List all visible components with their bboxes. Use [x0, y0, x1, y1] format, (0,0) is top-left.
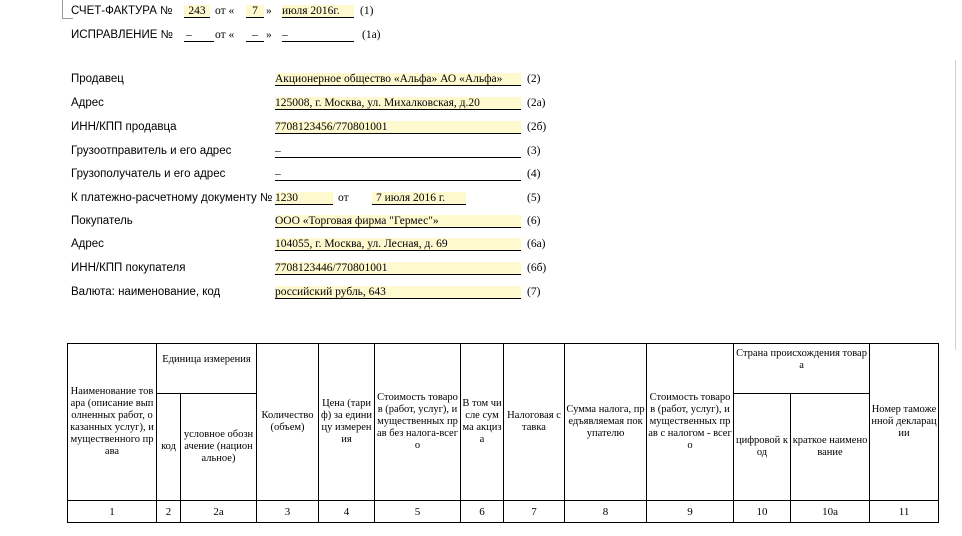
seller-address-value[interactable]: 125008, г. Москва, ул. Михалковская, д.20: [275, 97, 521, 110]
col-number: 10: [734, 501, 791, 523]
ref-5: (5): [527, 192, 541, 204]
ref-2b: (2б): [527, 121, 547, 133]
col-country-code: цифровой код: [734, 394, 791, 501]
ref-4: (4): [527, 168, 541, 180]
col-unit-name: условное обозначение (национальное): [181, 394, 257, 501]
col-number: 9: [647, 501, 734, 523]
col-unit-group: Единица измерения: [157, 344, 257, 394]
col-number: 8: [565, 501, 647, 523]
col-number: 3: [257, 501, 319, 523]
consignee-label: Грузополучатель и его адрес: [71, 168, 226, 180]
col-number: 7: [504, 501, 565, 523]
seller-label: Продавец: [71, 73, 124, 85]
correction-day[interactable]: –: [246, 29, 264, 42]
ref-6b: (6б): [527, 262, 547, 274]
col-number: 2: [157, 501, 181, 523]
correction-number[interactable]: –: [184, 29, 214, 42]
buyer-address-label: Адрес: [71, 238, 104, 250]
correction-date[interactable]: –: [282, 29, 354, 42]
ref-6a: (6а): [527, 238, 546, 250]
shipper-value[interactable]: –: [275, 145, 521, 158]
invoice-number[interactable]: 243: [184, 5, 210, 18]
col-cost-with-tax: Стоимость товаров (работ, услуг), имущественных прав с налогом - всего: [647, 344, 734, 501]
shipper-label: Грузоотправитель и его адрес: [71, 145, 232, 157]
col-customs-number: Номер таможенной декларации: [870, 344, 939, 501]
col-country-group: Страна происхождения товара: [734, 344, 870, 394]
payment-doc-number[interactable]: 1230: [275, 192, 333, 205]
from-label: от «: [215, 5, 235, 17]
ref-2a: (2а): [527, 97, 546, 109]
invoice-table: [67, 343, 939, 523]
col-number: 11: [870, 501, 939, 523]
buyer-inn-label: ИНН/КПП покупателя: [71, 262, 186, 274]
ref-1: (1): [360, 5, 374, 17]
ref-6: (6): [527, 215, 541, 227]
col-number: 1: [68, 501, 157, 523]
col-cost-no-tax: Стоимость товаров (работ, услуг), имущественных прав без налога-всего: [375, 344, 461, 501]
col-unit-code: код: [157, 394, 181, 501]
corr-close-quote: »: [266, 29, 272, 41]
col-excise: В том числе сумма акциза: [461, 344, 504, 501]
ref-3: (3): [527, 145, 541, 157]
col-country-name: краткое наименование: [791, 394, 870, 501]
col-quantity: Количество (объем): [257, 344, 319, 501]
invoice-day[interactable]: 7: [246, 5, 264, 18]
seller-address-label: Адрес: [71, 97, 104, 109]
payment-doc-label: К платежно-расчетному документу №: [71, 192, 273, 204]
seller-inn-value[interactable]: 7708123456/770801001: [275, 121, 521, 134]
col-product-name: Наименование товара (описание выполненных работ, оказанных услуг), имущественного права: [68, 344, 157, 501]
seller-value[interactable]: Акционерное общество «Альфа» АО «Альфа»: [275, 73, 521, 86]
ref-7: (7): [527, 286, 541, 298]
buyer-inn-value[interactable]: 7708123446/770801001: [275, 262, 521, 275]
buyer-label: Покупатель: [71, 215, 133, 227]
col-tax-rate: Налоговая ставка: [504, 344, 565, 501]
corr-from-label: от «: [215, 29, 235, 41]
payment-doc-date[interactable]: 7 июля 2016 г.: [372, 192, 466, 205]
invoice-label: СЧЕТ-ФАКТУРА №: [71, 5, 173, 17]
currency-label: Валюта: наименование, код: [71, 286, 221, 298]
margin-line: [955, 60, 956, 350]
seller-inn-label: ИНН/КПП продавца: [71, 121, 177, 133]
buyer-value[interactable]: ООО «Торговая фирма "Гермес"»: [275, 215, 521, 228]
ref-1a: (1а): [362, 29, 381, 41]
buyer-address-value[interactable]: 104055, г. Москва, ул. Лесная, д. 69: [275, 238, 521, 251]
ref-2: (2): [527, 73, 541, 85]
col-number: 4: [319, 501, 375, 523]
col-price: Цена (тариф) за единицу измерения: [319, 344, 375, 501]
col-number: 6: [461, 501, 504, 523]
invoice-month-year[interactable]: июля 2016г.: [282, 5, 354, 18]
col-tax-sum: Сумма налога, предъявляемая покупателю: [565, 344, 647, 501]
close-quote: »: [266, 5, 272, 17]
col-number: 2а: [181, 501, 257, 523]
col-number: 10а: [791, 501, 870, 523]
currency-value[interactable]: российский рубль, 643: [275, 286, 521, 299]
consignee-value[interactable]: –: [275, 168, 521, 181]
col-number: 5: [375, 501, 461, 523]
payment-doc-from: от: [338, 192, 349, 204]
correction-label: ИСПРАВЛЕНИЕ №: [71, 29, 173, 41]
